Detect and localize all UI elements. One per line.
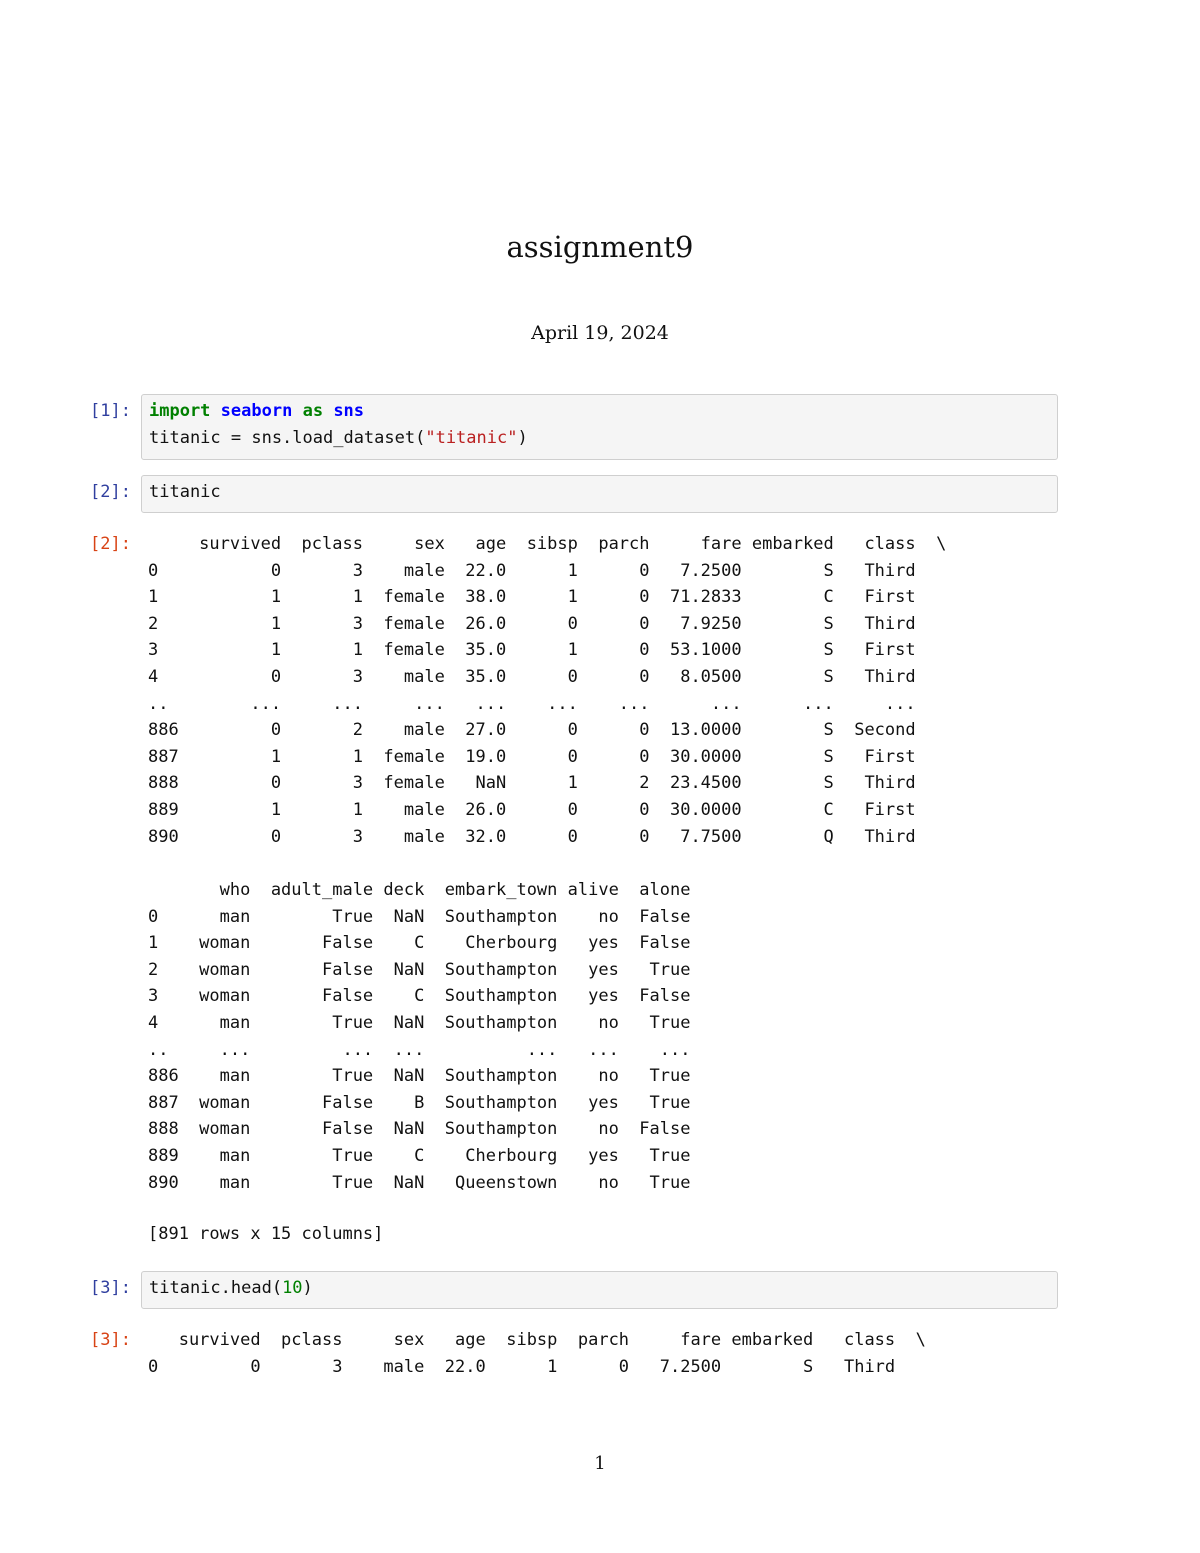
input-prompt-1: [1]: — [90, 401, 131, 421]
module-name: seaborn — [220, 401, 293, 421]
keyword-as: as — [302, 401, 324, 421]
document-date: April 19, 2024 — [531, 322, 669, 344]
keyword-import: import — [149, 401, 211, 421]
input-prompt-2: [2]: — [90, 482, 131, 502]
code-call-end: ) — [302, 1278, 313, 1298]
page-number: 1 — [594, 1453, 606, 1474]
code-cell-1-source[interactable] — [149, 398, 528, 451]
module-alias: sns — [333, 401, 365, 421]
input-prompt-3: [3]: — [90, 1278, 131, 1298]
document-title: assignment9 — [506, 230, 694, 264]
dataframe-output-part-2: who adult_male deck embark_town alive alone 0 man True NaN Southampton no False 1 woman False C Cherbourg yes False 2 woman False NaN Southampton yes True 3 woman False C Southampton yes False 4 man True NaN Southampton no True .. ... ... ... ... ... ... 886 man True NaN Southampton no True 887 woman False B Southampton yes True 888 woman False NaN Southampton no False 889 man True C Cherbourg yes True 890 man True NaN Queenstown no True — [148, 880, 691, 1193]
code-line-2-end: ) — [517, 427, 528, 448]
output-prompt-2: [2]: — [90, 534, 131, 554]
head-output: survived pclass sex age sibsp parch fare embarked class \ 0 0 3 male 22.0 1 0 7.2500 S Third — [148, 1330, 926, 1377]
code-number-arg: 10 — [282, 1278, 303, 1298]
code-cell-2[interactable] — [141, 475, 1058, 513]
output-prompt-3: [3]: — [90, 1330, 131, 1350]
code-line-2-start: titanic = sns.load_dataset( — [149, 427, 426, 448]
code-call: titanic.head( — [149, 1278, 283, 1298]
code-cell-2-source[interactable]: titanic — [149, 482, 221, 502]
code-cell-3-source[interactable] — [149, 1275, 313, 1302]
dataframe-shape-summary: [891 rows x 15 columns] — [148, 1224, 384, 1244]
dataframe-output-part-1: survived pclass sex age sibsp parch fare embarked class \ 0 0 3 male 22.0 1 0 7.2500 S Third 1 1 1 female 38.0 1 0 71.2833 C First 2 1 3 female 26.0 0 0 7.9250 S Third 3 1 1 female 35.0 1 0 53.1000 S First 4 0 3 male 35.0 0 0 8.0500 S Third .. ... ... ... ... ... ... ... ... ... 886 0 2 male 27.0 0 0 13.0000 S Second 887 1 1 female 19.0 0 0 30.0000 S First 888 0 3 female NaN 1 2 23.4500 S Third 889 1 1 male 26.0 0 0 30.0000 C First 890 0 3 male 32.0 0 0 7.7500 Q Third — [148, 534, 947, 847]
code-string-literal: "titanic" — [425, 427, 518, 448]
